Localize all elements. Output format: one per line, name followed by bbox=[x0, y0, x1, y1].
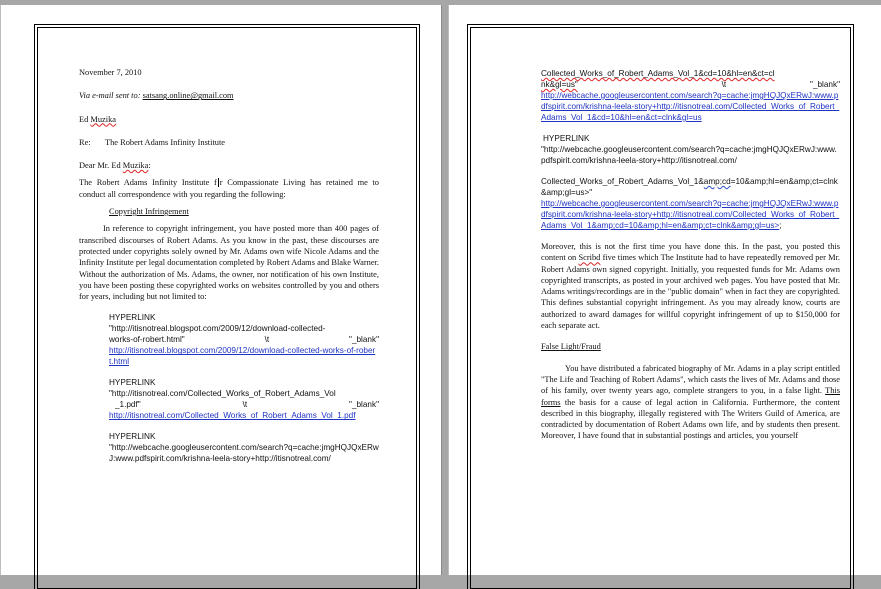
intro-paragraph: The Robert Adams Infinity Institute f r Compassionate Living has retained me to conduct all correspondence with you regarding the following: bbox=[79, 178, 379, 199]
page-content bbox=[79, 67, 379, 464]
moreover-paragraph: Moreover, this is not the first time you have done this. In the past, you posted this content on Scribd five times which The Institute had to have repeatedly removed per Mr. Robert Adams own signed copyright. Initially, you requested funds for Mr. Adams own copyrighted transcripts, as posted in your archived web pages. You have posted that Mr. Adams writings/recordings are in the "public domain" when in fact they are copyrighted. This defines substantial copyright infringement. As you may already know, courts are authorized to award damages for willful copyright infringement of up to $150,000 for each separate act. bbox=[541, 242, 841, 331]
document-page-right bbox=[448, 5, 881, 575]
re-line: Re: The Robert Adams Infinity Institute bbox=[79, 137, 226, 147]
continued-hyperlink-block: Collected_Works_of_Robert_Adams_Vol_1&cd=10&hl=en&ct=cl nk&gl=us" \t "_blank" http://webcache.googleusercontent.com/search?q=cache:jmgHQJQxERwJ:www.pdfspirit.com/krishna-leela-story+http://itisnotreal.com/Collected_Works_of_Robert_Adams_Vol_1&cd=10&hl=en&ct=clnk&gl=us bbox=[541, 69, 840, 122]
hyperlink-block-4: HYPERLINK "http://webcache.googleusercontent.com/search?q=cache:jmgHQJQxERwJ:www.pdfspirit.com/krishna-leela-story+http://itisnotreal.com/ bbox=[541, 134, 837, 165]
hyperlink-2[interactable]: http://itisnotreal.com/Collected_Works_of_Robert_Adams_Vol_1.pdf bbox=[109, 411, 356, 421]
page-content bbox=[541, 68, 840, 442]
hyperlink-block-2: HYPERLINK "http://itisnotreal.com/Collected_Works_of_Robert_Adams_Vol _1.pdf" \t "_blank" http://itisnotreal.com/Collected_Works_of_Robert_Adams_Vol_1.pdf bbox=[109, 378, 379, 421]
hyperlink-4[interactable]: http://webcache.googleusercontent.com/search?q=cache:jmgHQJQxERwJ:www.pdfspirit.com/krishna-leela-story+http://itisnotreal.com/Collected_Works_of_Robert_Adams_Vol_1&amp;cd=10&amp;hl=en&amp;ct=clnk&amp;gl=us> bbox=[541, 199, 840, 230]
via-line: Via e-mail sent to: satsang.online@gmail.com bbox=[79, 91, 234, 101]
false-light-paragraph: You have distributed a fabricated biography of Mr. Adams in a play script entitled "The Life and Teaching of Robert Adams", which casts the lives of Mr. Adams and those of his family, over twenty years ago, complete strangers to you, in a false light. This forms the basis for a cause of legal action in California. Furthermore, the content described in this biography, illegally registered with The Writers Guild of America, are contradicted by documentation of Robert Adams own life, and by students then present. Moreover, I have found that in substantial postings and articles, you yourself bbox=[541, 363, 841, 441]
recipient-name: Ed Muzika bbox=[79, 114, 116, 124]
copyright-paragraph: In reference to copyright infringement, you have posted more than 400 pages of transcribed discourses of Robert Adams. As you know in the past, these discourses are protected under copyrights solely owned by Mr. Adams own wife Nicole Adams and the Infinity Institute per legal documentation completed by Robert Adams and Blake Warner. Without the authorization of Ms. Adams, the owner, nor notification of his own Institute, you have been posting these copyrighted works on websites controlled by you and others for years, including but not limited to: bbox=[79, 224, 379, 302]
document-page-left bbox=[0, 5, 442, 575]
hyperlink-1[interactable]: http://itisnotreal.blogspot.com/2009/12/download-collected-works-of-robert.html bbox=[109, 346, 376, 367]
letter-date: November 7, 2010 bbox=[79, 68, 142, 77]
heading-false-light: False Light/Fraud bbox=[541, 342, 601, 352]
hyperlink-3[interactable]: http://webcache.googleusercontent.com/search?q=cache:jmgHQJQxERwJ:www.pdfspirit.com/krishna-leela-story+http://itisnotreal.com/Collected_Works_of_Robert_Adams_Vol_1&cd=10&hl=en&ct=clnk&gl=us bbox=[541, 91, 840, 122]
hyperlink-block-1: HYPERLINK "http://itisnotreal.blogspot.com/2009/12/download-collected- works-of-robert.html" \t "_blank" http://itisnotreal.blogspot.com/2009/12/download-collected-works-of-robert.html bbox=[109, 313, 379, 367]
heading-copyright: Copyright Infringement bbox=[109, 207, 189, 217]
hyperlink-block-5: Collected_Works_of_Robert_Adams_Vol_1&amp;cd=10&amp;hl=en&amp;ct=clnk&amp;gl=us>" http://webcache.googleusercontent.com/search?q=cache:jmgHQJQxERwJ:www.pdfspirit.com/krishna-leela-story+http://itisnotreal.com/Collected_Works_of_Robert_Adams_Vol_1&amp;cd=10&amp;hl=en&amp;ct=clnk&amp;gl=us>; bbox=[541, 177, 840, 230]
hyperlink-block-3: HYPERLINK "http://webcache.googleusercontent.com/search?q=cache:jmgHQJQxERwJ:www.pdfspirit.com/krishna-leela-story+http://itisnotreal.com/ bbox=[109, 432, 379, 464]
via-email: satsang.online@gmail.com bbox=[142, 91, 234, 101]
salutation: Dear Mr. Ed Muzika: bbox=[79, 161, 151, 171]
